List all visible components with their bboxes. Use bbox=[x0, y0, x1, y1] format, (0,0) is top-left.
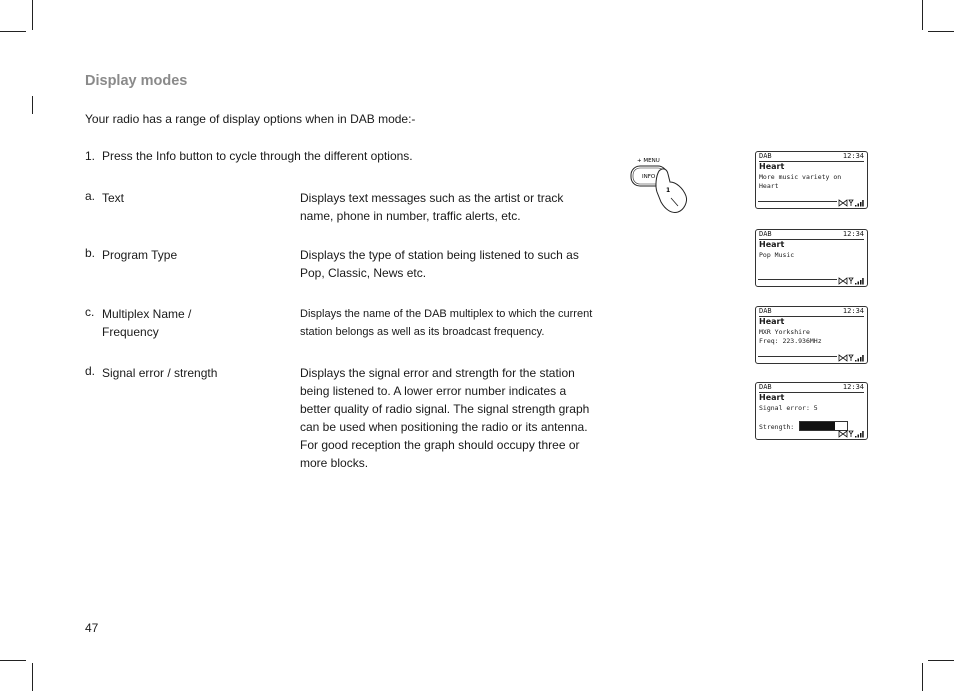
pointing-hand-icon bbox=[656, 169, 687, 213]
lcd-line-1: Signal error: 5 bbox=[759, 404, 818, 412]
crop-mark bbox=[922, 663, 923, 691]
lcd-screen-text bbox=[755, 151, 868, 209]
lcd-status-icons bbox=[838, 353, 864, 362]
lcd-time: 12:34 bbox=[842, 307, 864, 315]
mode-description: Displays the name of the DAB multiplex to which the current station belongs as well as its broadcast frequency. bbox=[300, 308, 593, 338]
mode-name: Program Type bbox=[102, 248, 178, 262]
crop-mark bbox=[32, 663, 33, 691]
lcd-status-icons bbox=[838, 198, 864, 207]
mode-description: Displays the signal error and strength for the station being listened to. A lower error number indicates a better quality of radio signal. The signal strength graph can be used when positioning the radio or its antenna. For good reception the graph should occupy three or more blocks. bbox=[300, 366, 590, 470]
crop-mark bbox=[32, 96, 33, 114]
mode-letter: b. bbox=[85, 246, 96, 260]
stereo-icon bbox=[839, 200, 847, 206]
lcd-mode: DAB bbox=[759, 383, 772, 391]
lcd-mode: DAB bbox=[759, 152, 772, 160]
antenna-icon bbox=[849, 355, 853, 361]
lcd-time: 12:34 bbox=[842, 383, 864, 391]
crop-mark bbox=[928, 31, 954, 32]
mode-letter: d. bbox=[85, 364, 96, 378]
mode-letter: c. bbox=[85, 305, 95, 319]
lcd-bottom-rule bbox=[758, 201, 837, 202]
signal-bars-icon bbox=[855, 431, 864, 438]
signal-bars-icon bbox=[855, 355, 864, 362]
antenna-icon bbox=[849, 200, 853, 206]
lcd-top-bar bbox=[759, 152, 864, 162]
antenna-icon bbox=[849, 431, 853, 437]
lcd-screen-multiplex bbox=[755, 306, 868, 364]
lcd-time: 12:34 bbox=[842, 230, 864, 238]
crop-mark bbox=[0, 660, 26, 661]
lcd-station: Heart bbox=[759, 393, 785, 402]
mode-description: Displays text messages such as the artist or track name, phone in number, traffic alerts, etc. bbox=[300, 191, 564, 223]
lcd-line-1: More music variety on bbox=[759, 173, 842, 181]
stereo-icon bbox=[839, 278, 847, 284]
menu-label: + MENU bbox=[637, 158, 660, 164]
antenna-icon bbox=[849, 278, 853, 284]
lcd-mode: DAB bbox=[759, 230, 772, 238]
section-heading: Display modes bbox=[85, 73, 188, 89]
lcd-top-bar bbox=[759, 307, 864, 317]
mode-description: Displays the type of station being listened to such as Pop, Classic, News etc. bbox=[300, 248, 579, 280]
lcd-line-2: Freq: 223.936MHz bbox=[759, 337, 822, 345]
intro-text: Your radio has a range of display options when in DAB mode:- bbox=[85, 112, 416, 126]
lcd-station: Heart bbox=[759, 240, 785, 249]
lcd-screen-signal bbox=[755, 382, 868, 440]
lcd-bottom-rule bbox=[758, 356, 837, 357]
lcd-station: Heart bbox=[759, 162, 785, 171]
lcd-screen-program-type bbox=[755, 229, 868, 287]
mode-name: Text bbox=[102, 191, 125, 205]
lcd-top-bar bbox=[759, 230, 864, 240]
lcd-bottom-rule bbox=[758, 279, 837, 280]
signal-strength-fill bbox=[800, 422, 835, 430]
crop-mark bbox=[0, 31, 26, 32]
lcd-mode: DAB bbox=[759, 307, 772, 315]
page-number: 47 bbox=[85, 621, 99, 635]
mode-name: Multiplex Name / Frequency bbox=[102, 307, 192, 339]
lcd-line-1: Pop Music bbox=[759, 251, 795, 259]
press-count: 1 bbox=[666, 187, 671, 194]
signal-bars-icon bbox=[855, 278, 864, 285]
lcd-station: Heart bbox=[759, 317, 785, 326]
info-button-illustration bbox=[626, 152, 692, 216]
lcd-time: 12:34 bbox=[842, 152, 864, 160]
lcd-status-icons bbox=[838, 276, 864, 285]
lcd-line-2: Heart bbox=[759, 182, 779, 190]
lcd-line-1: MXR Yorkshire bbox=[759, 328, 810, 336]
lcd-status-icons bbox=[838, 429, 864, 438]
mode-name: Signal error / strength bbox=[102, 366, 218, 380]
step-text: Press the Info button to cycle through the different options. bbox=[102, 149, 413, 163]
lcd-strength-label: Strength: bbox=[759, 423, 795, 431]
signal-bars-icon bbox=[855, 200, 864, 207]
lcd-top-bar bbox=[759, 383, 864, 393]
mode-letter: a. bbox=[85, 189, 96, 203]
step-1 bbox=[85, 149, 413, 163]
crop-mark bbox=[32, 0, 33, 30]
stereo-icon bbox=[839, 355, 847, 361]
crop-mark bbox=[922, 0, 923, 30]
step-number: 1. bbox=[85, 149, 96, 163]
info-label: INFO bbox=[642, 174, 656, 180]
crop-mark bbox=[928, 660, 954, 661]
stereo-icon bbox=[839, 431, 847, 437]
